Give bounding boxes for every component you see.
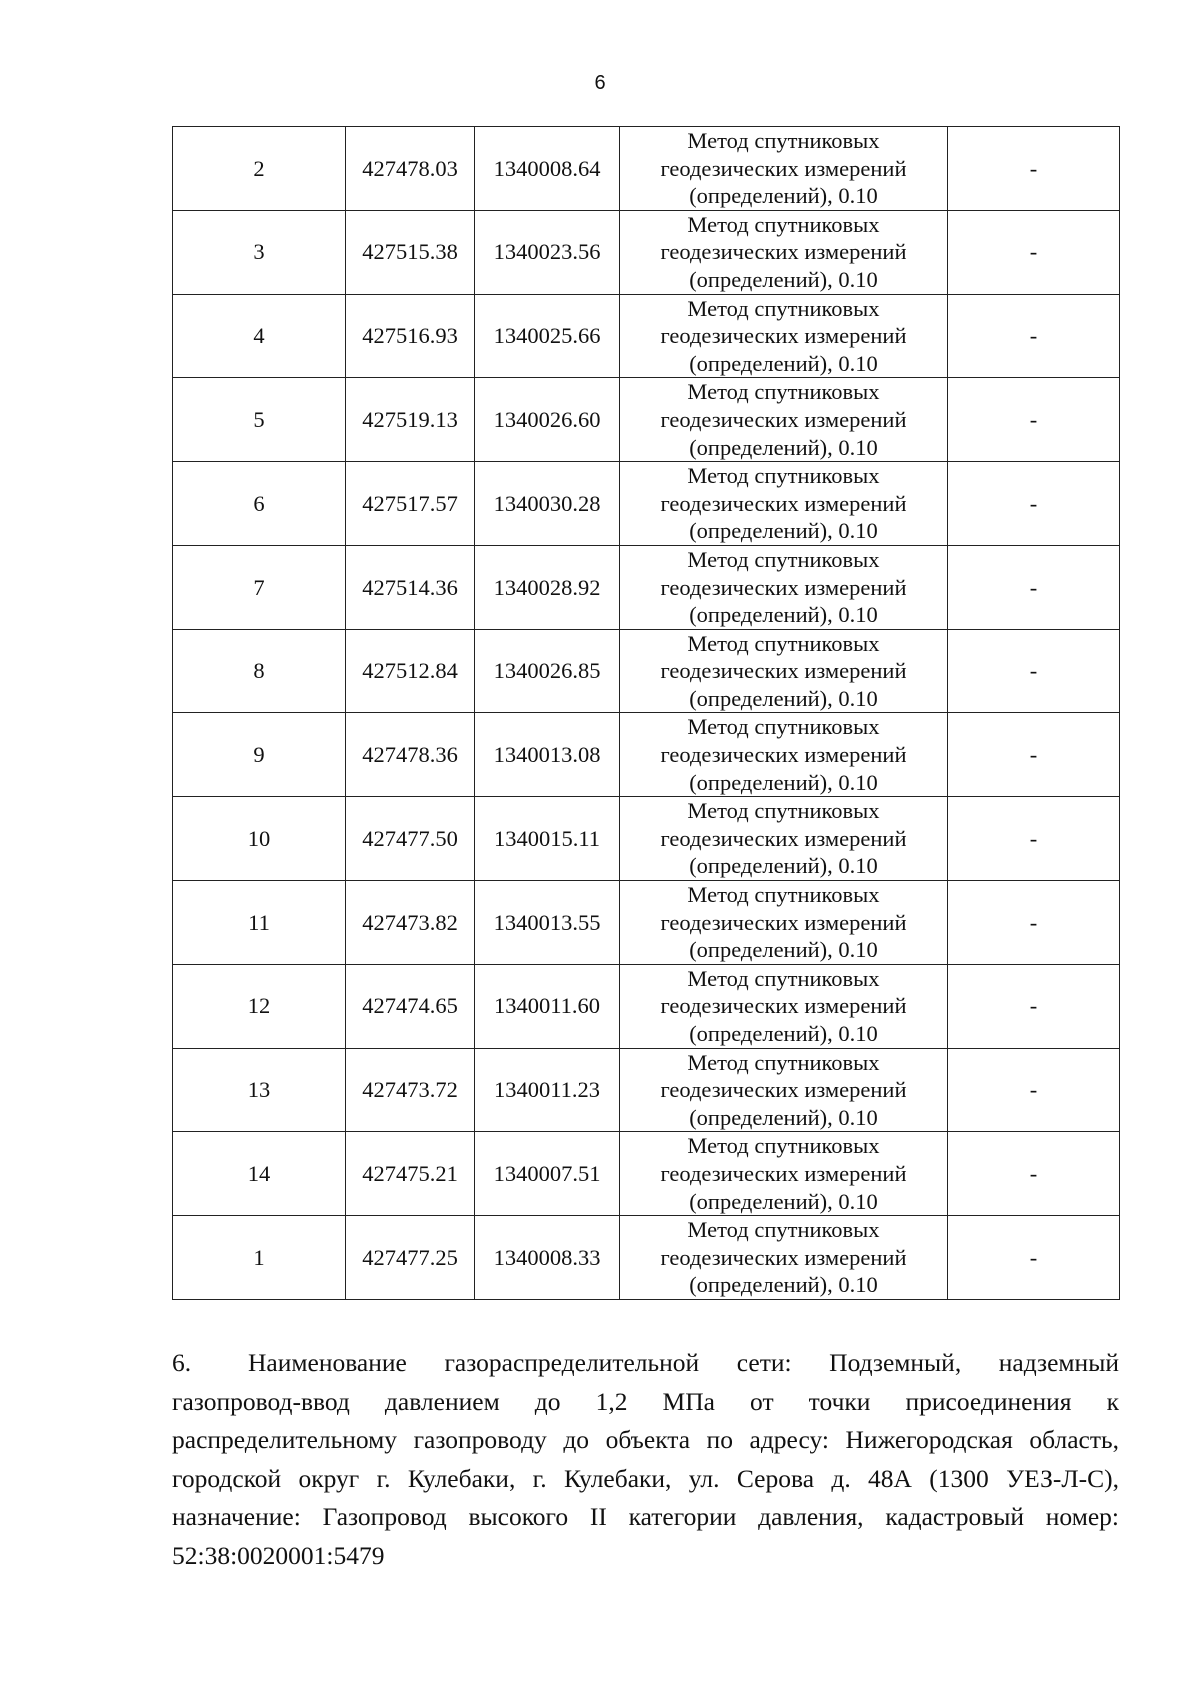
method-line: Метод спутниковых: [687, 128, 880, 153]
x-coordinate-cell: 427474.65: [346, 964, 475, 1048]
x-coordinate-cell: 427515.38: [346, 210, 475, 294]
method-cell: [620, 378, 948, 462]
method-line: геодезических измерений: [660, 1160, 907, 1186]
x-coordinate-cell: 427478.03: [346, 127, 475, 211]
method-line: геодезических измерений: [660, 742, 907, 768]
method-cell: [620, 713, 948, 797]
x-coordinate-cell: 427514.36: [346, 545, 475, 629]
note-cell: -: [948, 1048, 1120, 1132]
method-line: (определений), 0.10: [689, 602, 878, 628]
table-row: [173, 881, 1120, 965]
method-line: геодезических измерений: [660, 155, 907, 181]
method-cell: [620, 1048, 948, 1132]
method-line: (определений), 0.10: [689, 434, 878, 460]
method-line: Метод спутниковых: [687, 714, 880, 740]
point-number-cell: 3: [173, 210, 346, 294]
method-line: (определений), 0.10: [689, 769, 878, 795]
method-line: Метод спутниковых: [687, 798, 880, 824]
method-line: Метод спутниковых: [687, 882, 880, 908]
point-number-cell: 9: [173, 713, 346, 797]
note-cell: -: [948, 1132, 1120, 1216]
method-line: геодезических измерений: [660, 825, 907, 851]
method-line: геодезических измерений: [660, 658, 907, 684]
method-line: геодезических измерений: [660, 406, 907, 432]
table-row: [173, 127, 1120, 211]
table-row: [173, 1132, 1120, 1216]
method-cell: [620, 1132, 948, 1216]
method-line: (определений), 0.10: [689, 350, 878, 376]
method-line: Метод спутниковых: [687, 379, 880, 405]
method-cell: [620, 462, 948, 546]
x-coordinate-cell: 427517.57: [346, 462, 475, 546]
coordinates-table: [172, 126, 1120, 1300]
note-cell: -: [948, 629, 1120, 713]
y-coordinate-cell: 1340030.28: [475, 462, 620, 546]
y-coordinate-cell: 1340013.08: [475, 713, 620, 797]
y-coordinate-cell: 1340007.51: [475, 1132, 620, 1216]
method-line: (определений), 0.10: [689, 1272, 878, 1298]
section-text: Наименование газораспределительной сети: Подземный, надземный газопровод-ввод давлением до 1,2 МПа от точки присоединения к распределительному газопроводу до объекта по адресу: Нижегородская область, городской округ г. Кулебаки, г. Кулебаки, ул. Серова д. 48А (1300 УЕЗ-Л-С), назначение: Газопровод высокого II категории давления, кадастровый номер: 52:38:0020001:5479: [172, 1348, 1119, 1570]
method-line: (определений), 0.10: [689, 1188, 878, 1214]
method-cell: [620, 1216, 948, 1300]
note-cell: -: [948, 713, 1120, 797]
method-line: (определений), 0.10: [689, 1104, 878, 1130]
method-line: Метод спутниковых: [687, 546, 880, 572]
method-cell: [620, 964, 948, 1048]
table-row: [173, 1048, 1120, 1132]
x-coordinate-cell: 427473.72: [346, 1048, 475, 1132]
x-coordinate-cell: 427519.13: [346, 378, 475, 462]
note-cell: -: [948, 294, 1120, 378]
point-number-cell: 7: [173, 545, 346, 629]
y-coordinate-cell: 1340011.60: [475, 964, 620, 1048]
point-number-cell: 5: [173, 378, 346, 462]
note-cell: -: [948, 127, 1120, 211]
method-line: Метод спутниковых: [687, 295, 880, 321]
point-number-cell: 2: [173, 127, 346, 211]
section-paragraph: [172, 1344, 1119, 1576]
table-row: [173, 629, 1120, 713]
method-line: геодезических измерений: [660, 490, 907, 516]
point-number-cell: 10: [173, 797, 346, 881]
point-number-cell: 11: [173, 881, 346, 965]
method-line: Метод спутниковых: [687, 965, 880, 991]
method-line: геодезических измерений: [660, 1077, 907, 1103]
note-cell: -: [948, 1216, 1120, 1300]
method-cell: [620, 545, 948, 629]
table-row: [173, 462, 1120, 546]
point-number-cell: 6: [173, 462, 346, 546]
x-coordinate-cell: 427512.84: [346, 629, 475, 713]
y-coordinate-cell: 1340008.33: [475, 1216, 620, 1300]
table-row: [173, 1216, 1120, 1300]
y-coordinate-cell: 1340023.56: [475, 210, 620, 294]
point-number-cell: 8: [173, 629, 346, 713]
y-coordinate-cell: 1340026.85: [475, 629, 620, 713]
note-cell: -: [948, 462, 1120, 546]
y-coordinate-cell: 1340026.60: [475, 378, 620, 462]
method-line: Метод спутниковых: [687, 463, 880, 489]
y-coordinate-cell: 1340025.66: [475, 294, 620, 378]
note-cell: -: [948, 545, 1120, 629]
note-cell: -: [948, 210, 1120, 294]
method-line: (определений), 0.10: [689, 518, 878, 544]
method-line: (определений), 0.10: [689, 1021, 878, 1046]
table-row: [173, 797, 1120, 881]
method-line: Метод спутниковых: [687, 1217, 880, 1243]
method-line: геодезических измерений: [660, 1244, 907, 1270]
method-cell: [620, 294, 948, 378]
table-row: [173, 545, 1120, 629]
point-number-cell: 13: [173, 1048, 346, 1132]
method-line: (определений), 0.10: [689, 183, 878, 209]
note-cell: -: [948, 378, 1120, 462]
method-line: (определений), 0.10: [689, 937, 878, 963]
note-cell: -: [948, 797, 1120, 881]
method-line: Метод спутниковых: [687, 1049, 880, 1075]
method-line: геодезических измерений: [660, 239, 907, 265]
method-cell: [620, 210, 948, 294]
method-cell: [620, 881, 948, 965]
point-number-cell: 4: [173, 294, 346, 378]
y-coordinate-cell: 1340013.55: [475, 881, 620, 965]
note-cell: -: [948, 881, 1120, 965]
method-line: (определений), 0.10: [689, 853, 878, 879]
x-coordinate-cell: 427516.93: [346, 294, 475, 378]
method-line: (определений), 0.10: [689, 266, 878, 292]
method-cell: [620, 127, 948, 211]
page-number: 6: [594, 72, 606, 94]
y-coordinate-cell: 1340011.23: [475, 1048, 620, 1132]
method-cell: [620, 629, 948, 713]
x-coordinate-cell: 427473.82: [346, 881, 475, 965]
point-number-cell: 12: [173, 964, 346, 1048]
method-line: (определений), 0.10: [689, 685, 878, 711]
method-line: геодезических измерений: [660, 993, 907, 1019]
method-cell: [620, 797, 948, 881]
y-coordinate-cell: 1340008.64: [475, 127, 620, 211]
x-coordinate-cell: 427475.21: [346, 1132, 475, 1216]
note-cell: -: [948, 964, 1120, 1048]
section-number: 6.: [172, 1348, 192, 1377]
table-row: [173, 713, 1120, 797]
method-line: геодезических измерений: [660, 323, 907, 349]
y-coordinate-cell: 1340015.11: [475, 797, 620, 881]
table-row: [173, 964, 1120, 1048]
x-coordinate-cell: 427477.50: [346, 797, 475, 881]
point-number-cell: 14: [173, 1132, 346, 1216]
x-coordinate-cell: 427478.36: [346, 713, 475, 797]
method-line: Метод спутниковых: [687, 1133, 880, 1159]
method-line: Метод спутниковых: [687, 630, 880, 656]
method-line: Метод спутниковых: [687, 211, 880, 237]
y-coordinate-cell: 1340028.92: [475, 545, 620, 629]
point-number-cell: 1: [173, 1216, 346, 1300]
x-coordinate-cell: 427477.25: [346, 1216, 475, 1300]
table-row: [173, 378, 1120, 462]
coordinates-table-body: [173, 127, 1120, 1300]
table-row: [173, 210, 1120, 294]
method-line: геодезических измерений: [660, 909, 907, 935]
table-row: [173, 294, 1120, 378]
method-line: геодезических измерений: [660, 574, 907, 600]
